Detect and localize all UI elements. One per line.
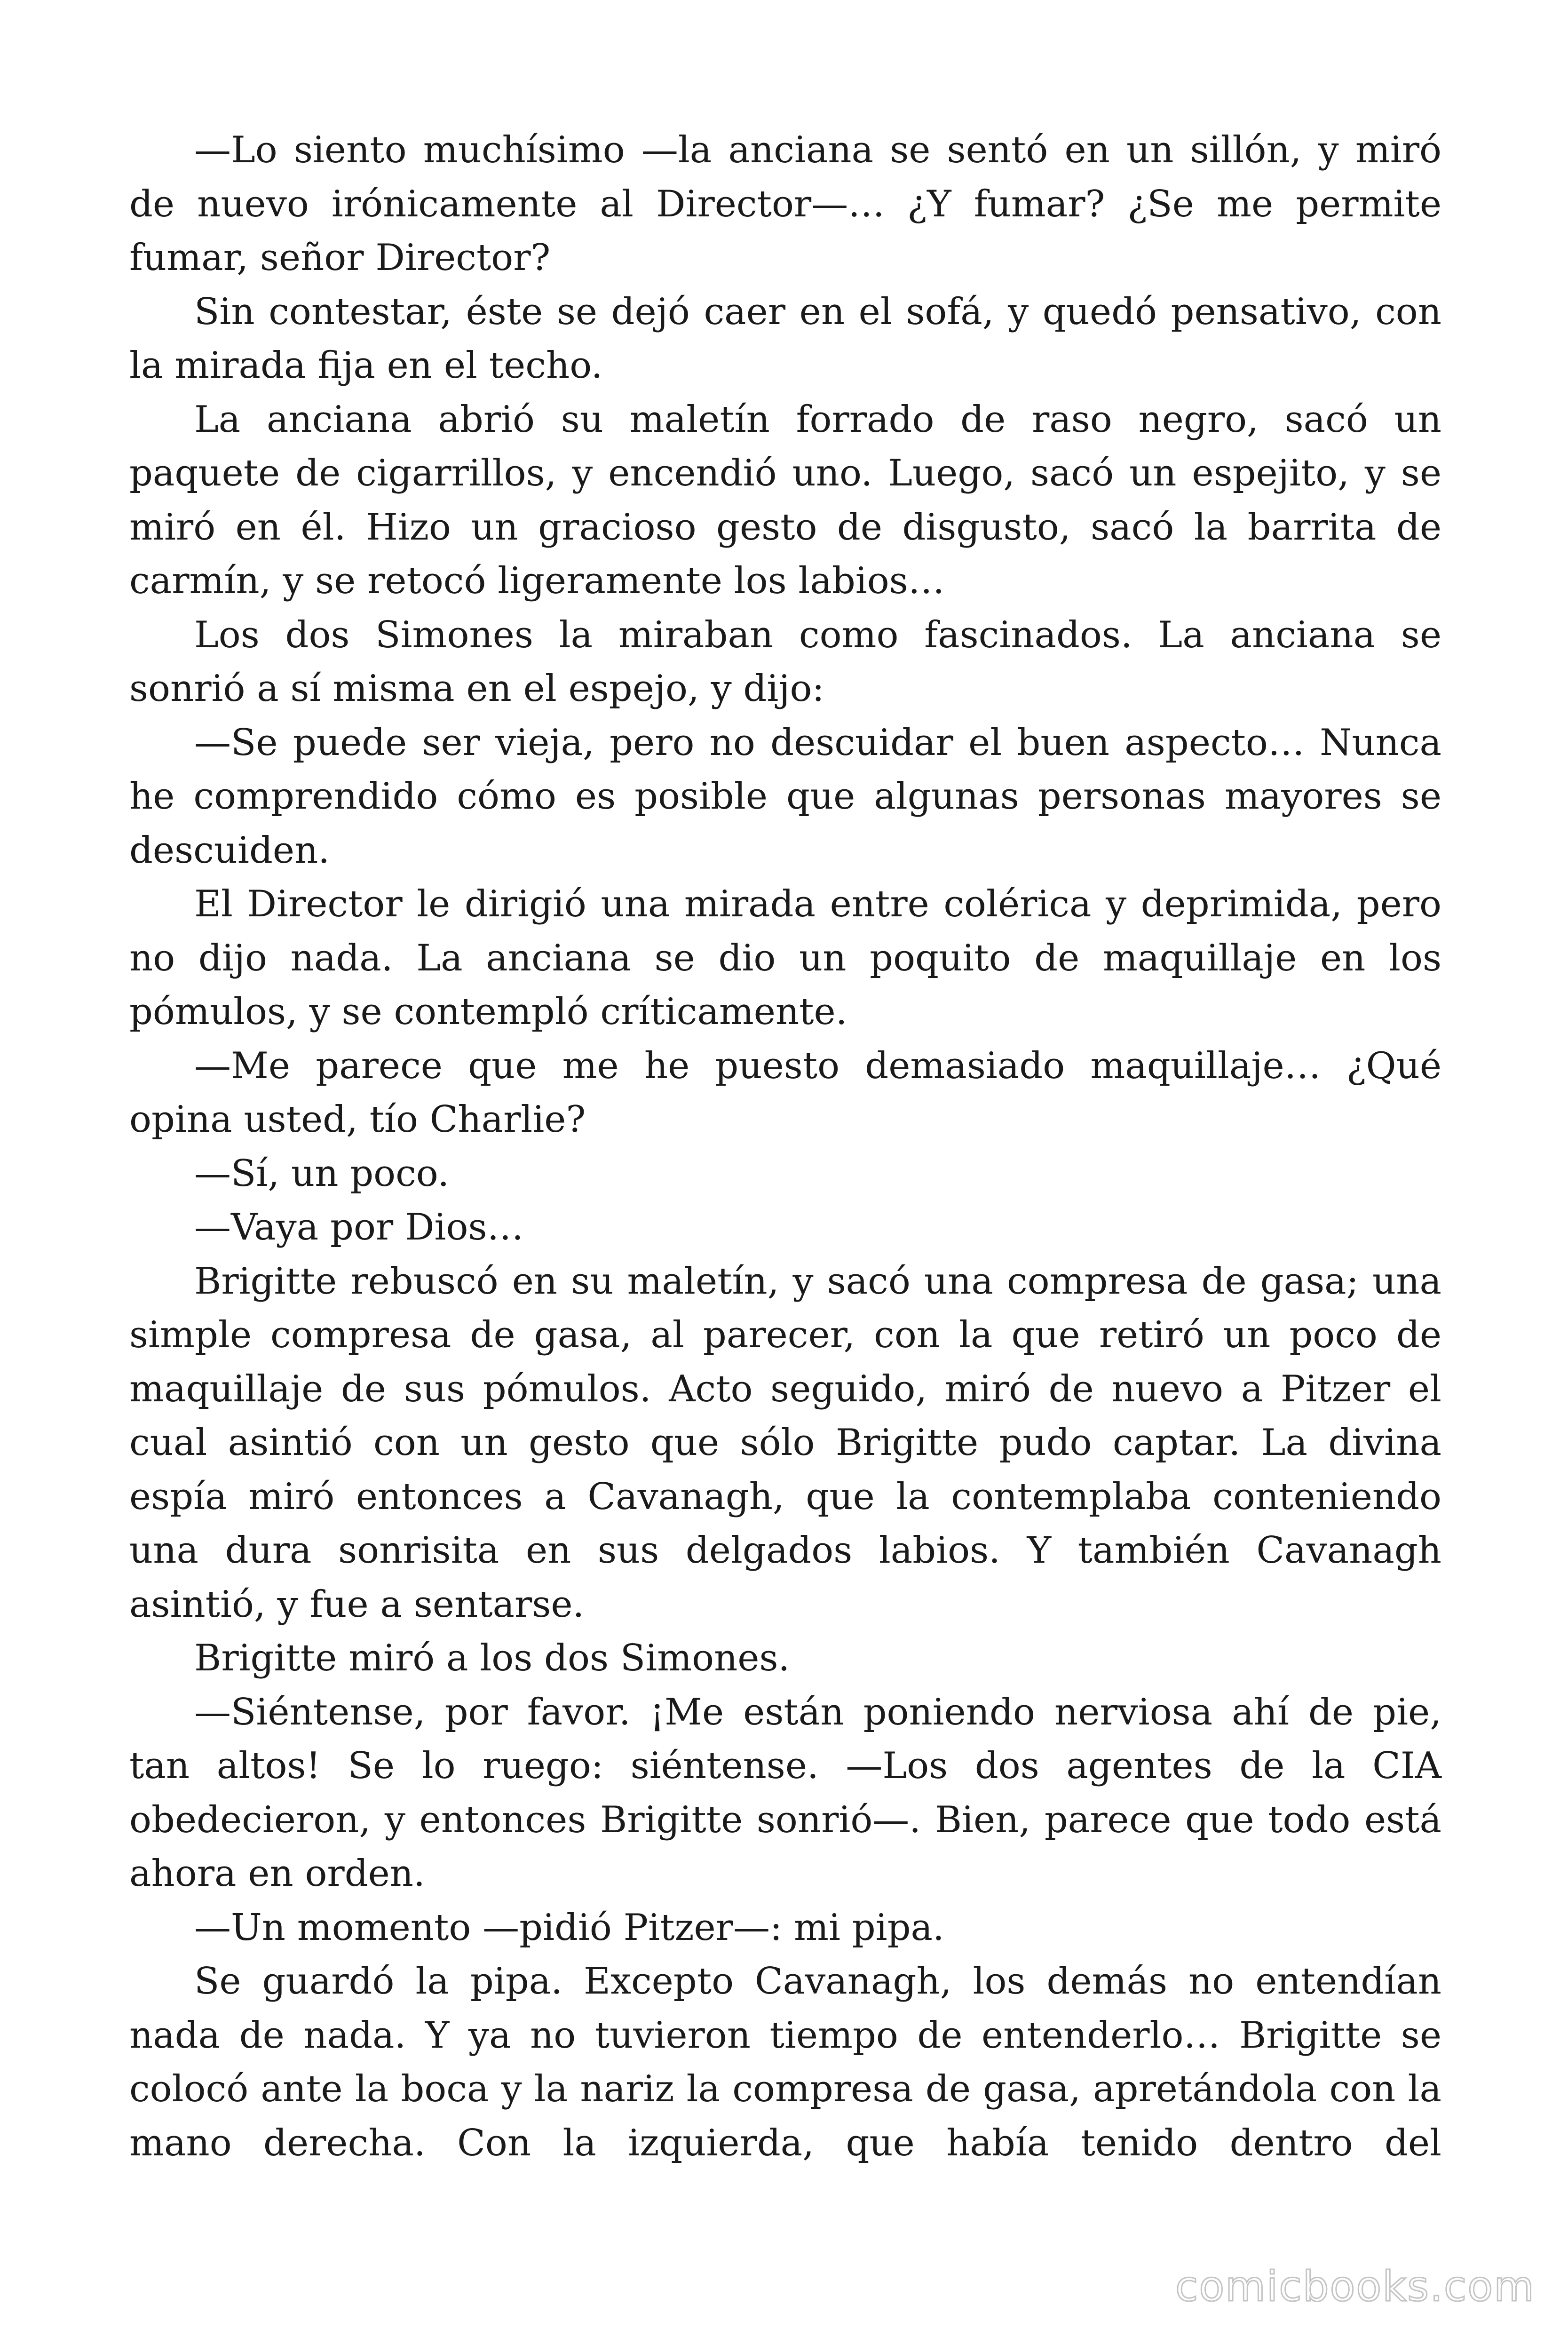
- book-page: [129, 123, 1441, 2170]
- paragraph: Los dos Simones la miraban como fascinados. La anciana se sonrió a sí misma en el espejo, y dijo:: [129, 613, 1441, 710]
- paragraph: —Sí, un poco.: [194, 1152, 450, 1195]
- paragraph: Se guardó la pipa. Excepto Cavanagh, los demás no entendían nada de nada. Y ya no tuvieron tiempo de entenderlo… Brigitte se colocó ante la boca y la nariz la compresa de gasa, apretándola con la mano derecha. Con la izquierda, que había tenido dentro del: [129, 1960, 1441, 2164]
- paragraph: —Me parece que me he puesto demasiado maquillaje… ¿Qué opina usted, tío Charlie?: [129, 1044, 1441, 1141]
- paragraph: —Siéntense, por favor. ¡Me están poniendo nerviosa ahí de pie, tan altos! Se lo ruego: siéntense. —Los dos agentes de la CIA obedecieron, y entonces Brigitte sonrió—. Bien, parece que todo está ahora en orden.: [129, 1691, 1441, 1895]
- paragraph: —Vaya por Dios…: [194, 1206, 524, 1248]
- paragraph: Brigitte rebuscó en su maletín, y sacó una compresa de gasa; una simple compresa de gasa, al parecer, con la que retiró un poco de maquillaje de sus pómulos. Acto seguido, miró de nuevo a Pitzer el cual asintió con un gesto que sólo Brigitte pudo captar. La divina espía miró entonces a Cavanagh, que la contemplaba conteniendo una dura sonrisita en sus delgados labios. Y también Cavanagh asintió, y fue a sentarse.: [129, 1260, 1441, 1626]
- paragraph: La anciana abrió su maletín forrado de raso negro, sacó un paquete de cigarrillos, y encendió uno. Luego, sacó un espejito, y se miró en él. Hizo un gracioso gesto de disgusto, sacó la barrita de carmín, y se retocó ligeramente los labios…: [129, 398, 1441, 602]
- watermark: comicbooks.com: [1175, 2262, 1535, 2311]
- paragraph: —Un momento —pidió Pitzer—: mi pipa.: [194, 1906, 944, 1949]
- paragraph: Brigitte miró a los dos Simones.: [194, 1637, 790, 1679]
- paragraph: —Lo siento muchísimo —la anciana se sentó en un sillón, y miró de nuevo irónicamente al Director—… ¿Y fumar? ¿Se me permite fumar, señor Director?: [129, 129, 1441, 279]
- paragraph: El Director le dirigió una mirada entre colérica y deprimida, pero no dijo nada. La anciana se dio un poquito de maquillaje en los pómulos, y se contempló críticamente.: [129, 883, 1441, 1033]
- paragraph: Sin contestar, éste se dejó caer en el sofá, y quedó pensativo, con la mirada fija en el techo.: [129, 290, 1441, 387]
- paragraph: —Se puede ser vieja, pero no descuidar el buen aspecto… Nunca he comprendido cómo es posible que algunas personas mayores se descuiden.: [129, 721, 1441, 872]
